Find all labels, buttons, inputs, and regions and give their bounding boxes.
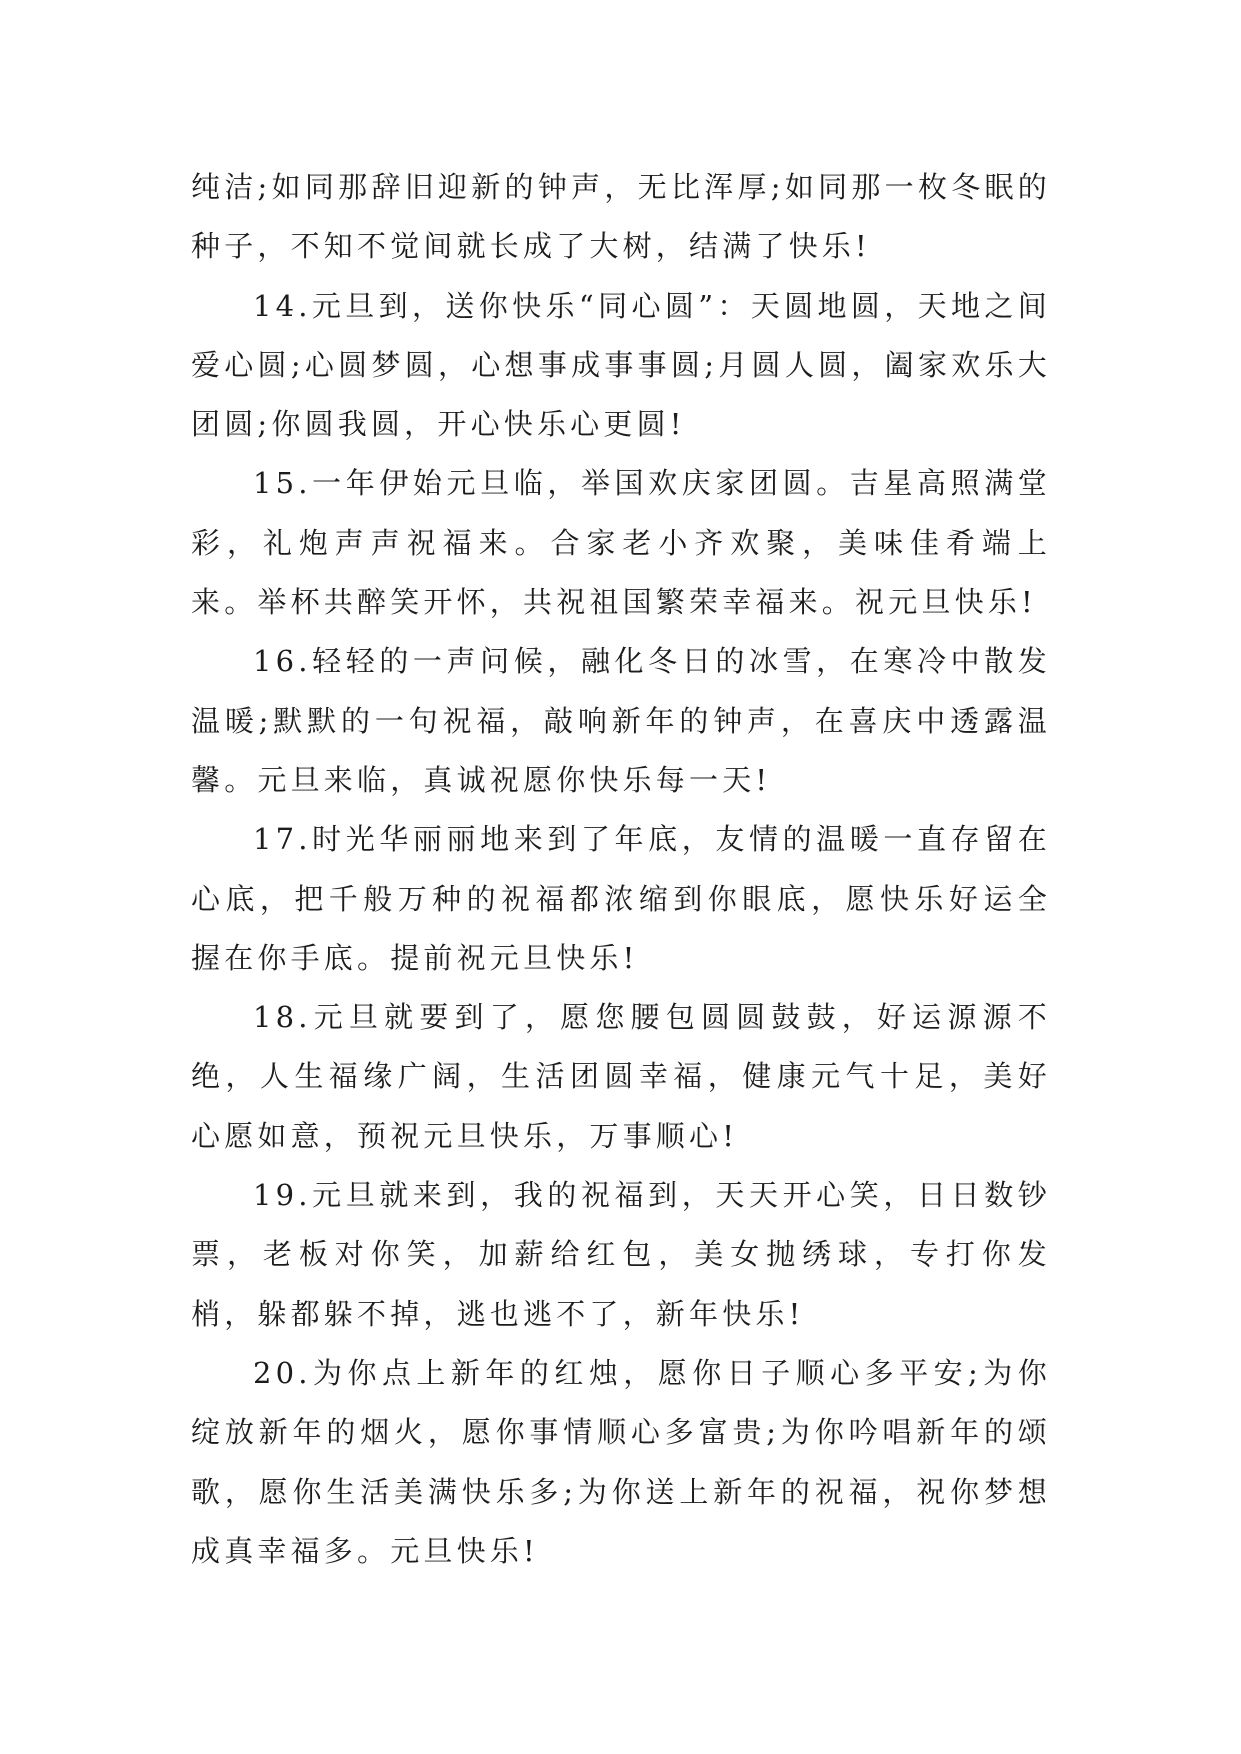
paragraph-item-16: 16.轻轻的一声问候，融化冬日的冰雪，在寒冷中散发温暖;默默的一句祝福，敲响新年的钟声，在喜庆中透露温馨。元旦来临，真诚祝愿你快乐每一天! bbox=[191, 644, 1051, 797]
paragraph-item-18: 18.元旦就要到了，愿您腰包圆圆鼓鼓，好运源源不绝，人生福缘广阔，生活团圆幸福，健康元气十足，美好心愿如意，预祝元旦快乐，万事顺心! bbox=[191, 1000, 1051, 1153]
document-body bbox=[191, 158, 1051, 1581]
paragraph-continuation: 纯洁;如同那辞旧迎新的钟声，无比浑厚;如同那一枚冬眠的种子，不知不觉间就长成了大树，结满了快乐! bbox=[191, 170, 1051, 264]
paragraph-item-17: 17.时光华丽丽地来到了年底，友情的温暖一直存留在心底，把千般万种的祝福都浓缩到你眼底，愿快乐好运全握在你手底。提前祝元旦快乐! bbox=[191, 822, 1051, 975]
paragraph-item-15: 15.一年伊始元旦临，举国欢庆家团圆。吉星高照满堂彩，礼炮声声祝福来。合家老小齐欢聚，美味佳肴端上来。举杯共醉笑开怀，共祝祖国繁荣幸福来。祝元旦快乐! bbox=[191, 466, 1051, 620]
paragraph-item-20: 20.为你点上新年的红烛，愿你日子顺心多平安;为你绽放新年的烟火，愿你事情顺心多富贵;为你吟唱新年的颂歌，愿你生活美满快乐多;为你送上新年的祝福，祝你梦想成真幸福多。元旦快乐! bbox=[191, 1355, 1051, 1568]
paragraph-item-14: 14.元旦到，送你快乐“同心圆”：天圆地圆，天地之间爱心圆;心圆梦圆，心想事成事事圆;月圆人圆，阖家欢乐大团圆;你圆我圆，开心快乐心更圆! bbox=[191, 288, 1051, 442]
paragraph-item-19: 19.元旦就来到，我的祝福到，天天开心笑，日日数钞票，老板对你笑，加薪给红包，美女抛绣球，专打你发梢，躲都躲不掉，逃也逃不了，新年快乐! bbox=[191, 1178, 1051, 1331]
